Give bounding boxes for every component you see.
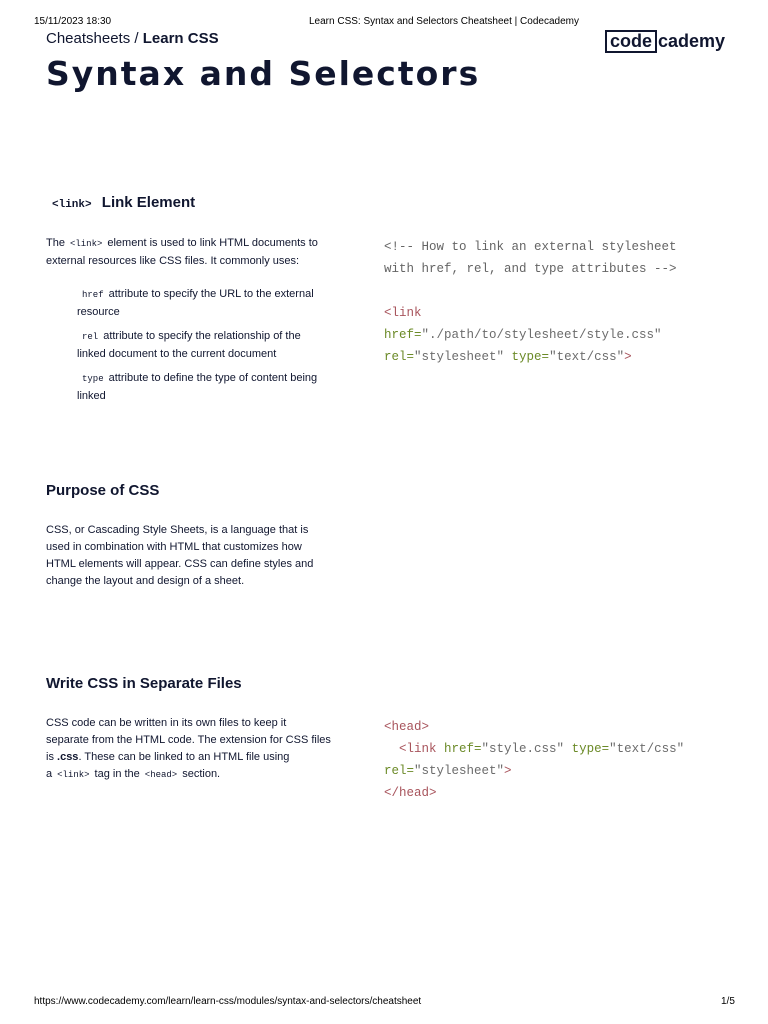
text-end: section.: [182, 768, 221, 780]
code-attr-rel: rel=: [384, 350, 415, 364]
code-attr-type: type=: [564, 742, 610, 756]
code-attr-href: href=: [436, 742, 482, 756]
section-title-separate-files: Write CSS in Separate Files: [46, 675, 242, 692]
page-number: 1/5: [721, 996, 735, 1007]
code-block-separate-files: [384, 716, 684, 804]
separate-files-text: [46, 715, 331, 784]
breadcrumb: [46, 30, 219, 47]
section-title-code: <link>: [52, 199, 92, 211]
code-comment-line-2: with href, rel, and type attributes -->: [384, 262, 677, 276]
bullet-text: attribute to specify the relationship of the linked document to the current document: [77, 330, 301, 360]
code-block-link-element: [384, 236, 677, 368]
link-element-intro: [46, 235, 331, 270]
code-attr-type: type=: [511, 350, 550, 364]
code-val-type: "text/css": [609, 742, 685, 756]
section-title-link-element: [46, 194, 195, 211]
css-extension: .css: [57, 751, 79, 763]
footer-url[interactable]: https://www.codecademy.com/learn/learn-css/modules/syntax-and-selectors/cheatsheet: [34, 996, 422, 1007]
code-val-href: "./path/to/stylesheet/style.css": [421, 328, 662, 342]
text-tag: tag in the: [94, 768, 140, 780]
code-val-type: "text/css": [549, 350, 625, 364]
code-tag-head-open: <head>: [384, 720, 430, 734]
intro-text-after: element is used to link HTML documents to external resources like CSS files. It commonly uses:: [46, 237, 318, 267]
code-indent: [384, 742, 399, 756]
print-page-title: Learn CSS: Syntax and Selectors Cheatsheet | Codecademy: [309, 16, 579, 27]
inline-code-head: <head>: [144, 770, 178, 780]
bullet-text: attribute to define the type of content being linked: [77, 372, 318, 402]
inline-code-link: <link>: [57, 770, 90, 780]
page-title: Syntax and Selectors: [46, 54, 481, 93]
breadcrumb-parent[interactable]: Cheatsheets: [46, 30, 131, 47]
codecademy-logo[interactable]: [605, 30, 725, 53]
code-attr-rel: rel=: [384, 764, 415, 778]
code-tag-link: <link: [399, 742, 437, 756]
breadcrumb-current[interactable]: Learn CSS: [142, 30, 219, 47]
inline-code-type: type: [82, 374, 104, 384]
inline-code-href: href: [82, 290, 104, 300]
code-val-rel: "stylesheet": [414, 350, 505, 364]
code-val-rel: "stylesheet": [414, 764, 505, 778]
section-title-purpose: Purpose of CSS: [46, 482, 160, 499]
breadcrumb-separator: /: [130, 30, 143, 47]
code-comment-line-1: <!-- How to link an external stylesheet: [384, 240, 677, 254]
print-datetime: 15/11/2023 18:30: [34, 16, 112, 27]
list-item: [77, 286, 332, 321]
list-item: [77, 328, 332, 363]
code-tag-link: <link: [384, 306, 422, 320]
text-mid: . These can be linked to an HTML file using a: [46, 751, 290, 780]
code-tag-close: >: [624, 350, 632, 364]
code-tag-head-close: </head>: [384, 786, 437, 800]
section-title-text: Link Element: [101, 194, 196, 211]
code-attr-href: href=: [384, 328, 422, 342]
inline-code-rel: rel: [82, 332, 99, 342]
text-before: CSS code can be written in its own files to keep it separate from the HTML code. The extension for CSS files is: [46, 717, 331, 763]
intro-text-before: The: [46, 237, 65, 249]
code-val-href: "style.css": [481, 742, 565, 756]
list-item: [77, 370, 332, 405]
purpose-text: CSS, or Cascading Style Sheets, is a language that is used in combination with HTML that customizes how HTML elements will appear. CSS can define styles and change the layout and design of a sheet.: [46, 524, 314, 587]
inline-code-link: <link>: [69, 239, 103, 249]
logo-cademy: cademy: [658, 31, 726, 51]
code-tag-close: >: [504, 764, 512, 778]
logo-code: code: [605, 30, 657, 53]
bullet-text: attribute to specify the URL to the external resource: [77, 288, 314, 318]
